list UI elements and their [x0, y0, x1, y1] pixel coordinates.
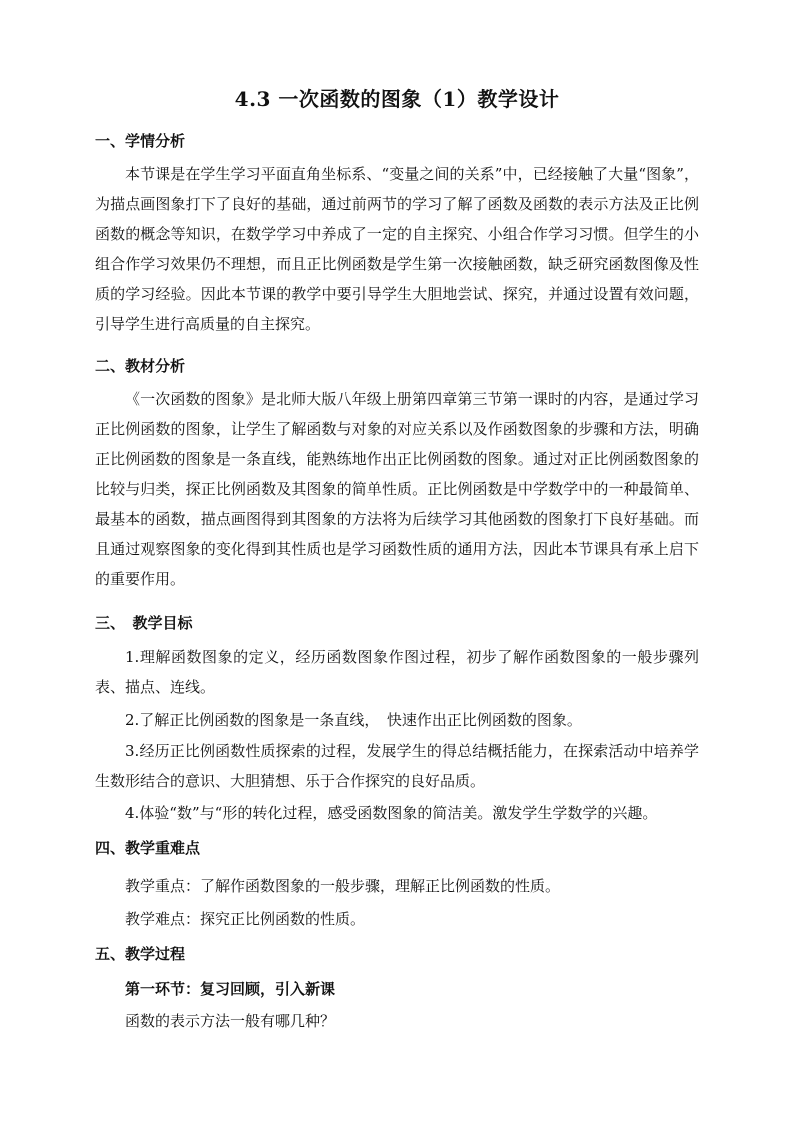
goal-item: 1.理解函数图象的定义，经历函数图象作图过程，初步了解作函数图象的一般步骤列表、描点、连线。: [95, 648, 699, 696]
section-paragraph-learning-analysis: 本节课是在学生学习平面直角坐标系、“变量之间的关系”中，已经接触了大量“图象”，为描点画图象打下了良好的基础，通过前两节的学习了解了函数及函数的表示方法及正比例函数的概念等知识，在数学学习中养成了一定的自主探究、小组合作学习习惯。但学生的小组合作学习效果仍不理想，而且正比例函数是学生第一次接触函数，缺乏研究函数图像及性质的学习经验。因此本节课的教学中要引导学生大胆地尝试、探究，并通过设置有效问题，引导学生进行高质量的自主探究。: [95, 165, 699, 333]
section-paragraph-textbook-analysis: 《一次函数的图象》是北师大版八年级上册第四章第三节第一课时的内容，是通过学习正比例函数的图象，让学生了解函数与对象的对应关系以及作函数图象的步骤和方法，明确正比例函数的图象是一条直线，能熟练地作出正比例函数的图象。通过对正比例函数图象的比较与归类，探正比例函数及其图象的简单性质。正比例函数是中学数学中的一种最简单、最基本的函数，描点画图得到其图象的方法将为后续学习其他函数的图象打下良好基础。而且通过观察图象的变化得到其性质也是学习函数性质的通用方法，因此本节课具有承上启下的重要作用。: [95, 390, 699, 588]
section-heading-teaching-goals: 三、 教学目标: [95, 614, 193, 632]
section-heading-teaching-process: 五、教学过程: [95, 945, 186, 963]
goal-item: 3.经历正比例函数性质探索的过程，发展学生的得总结概括能力，在探索活动中培养学生数形结合的意识、大胆猜想、乐于合作探究的良好品质。: [95, 742, 699, 790]
difficult-point-line: 教学难点：探究正比例函数的性质。: [125, 910, 366, 928]
document-title: 4.3 一次函数的图象（1）教学设计: [234, 87, 560, 111]
section-heading-learning-analysis: 一、学情分析: [95, 132, 186, 150]
goal-item: 2.了解正比例函数的图象是一条直线， 快速作出正比例函数的图象。: [125, 711, 582, 729]
goal-item: 4.体验“数”与“形的转化过程，感受函数图象的简洁美。激发学生学数学的兴趣。: [125, 804, 658, 822]
section-heading-textbook-analysis: 二、教材分析: [95, 357, 186, 375]
step-one-subheading: 第一环节：复习回顾，引入新课: [125, 980, 336, 998]
section-heading-key-points: 四、教学重难点: [95, 839, 201, 857]
review-question: 函数的表示方法一般有哪几种？: [125, 1012, 336, 1030]
key-point-line: 教学重点：了解作函数图象的一般步骤，理解正比例函数的性质。: [125, 877, 561, 895]
